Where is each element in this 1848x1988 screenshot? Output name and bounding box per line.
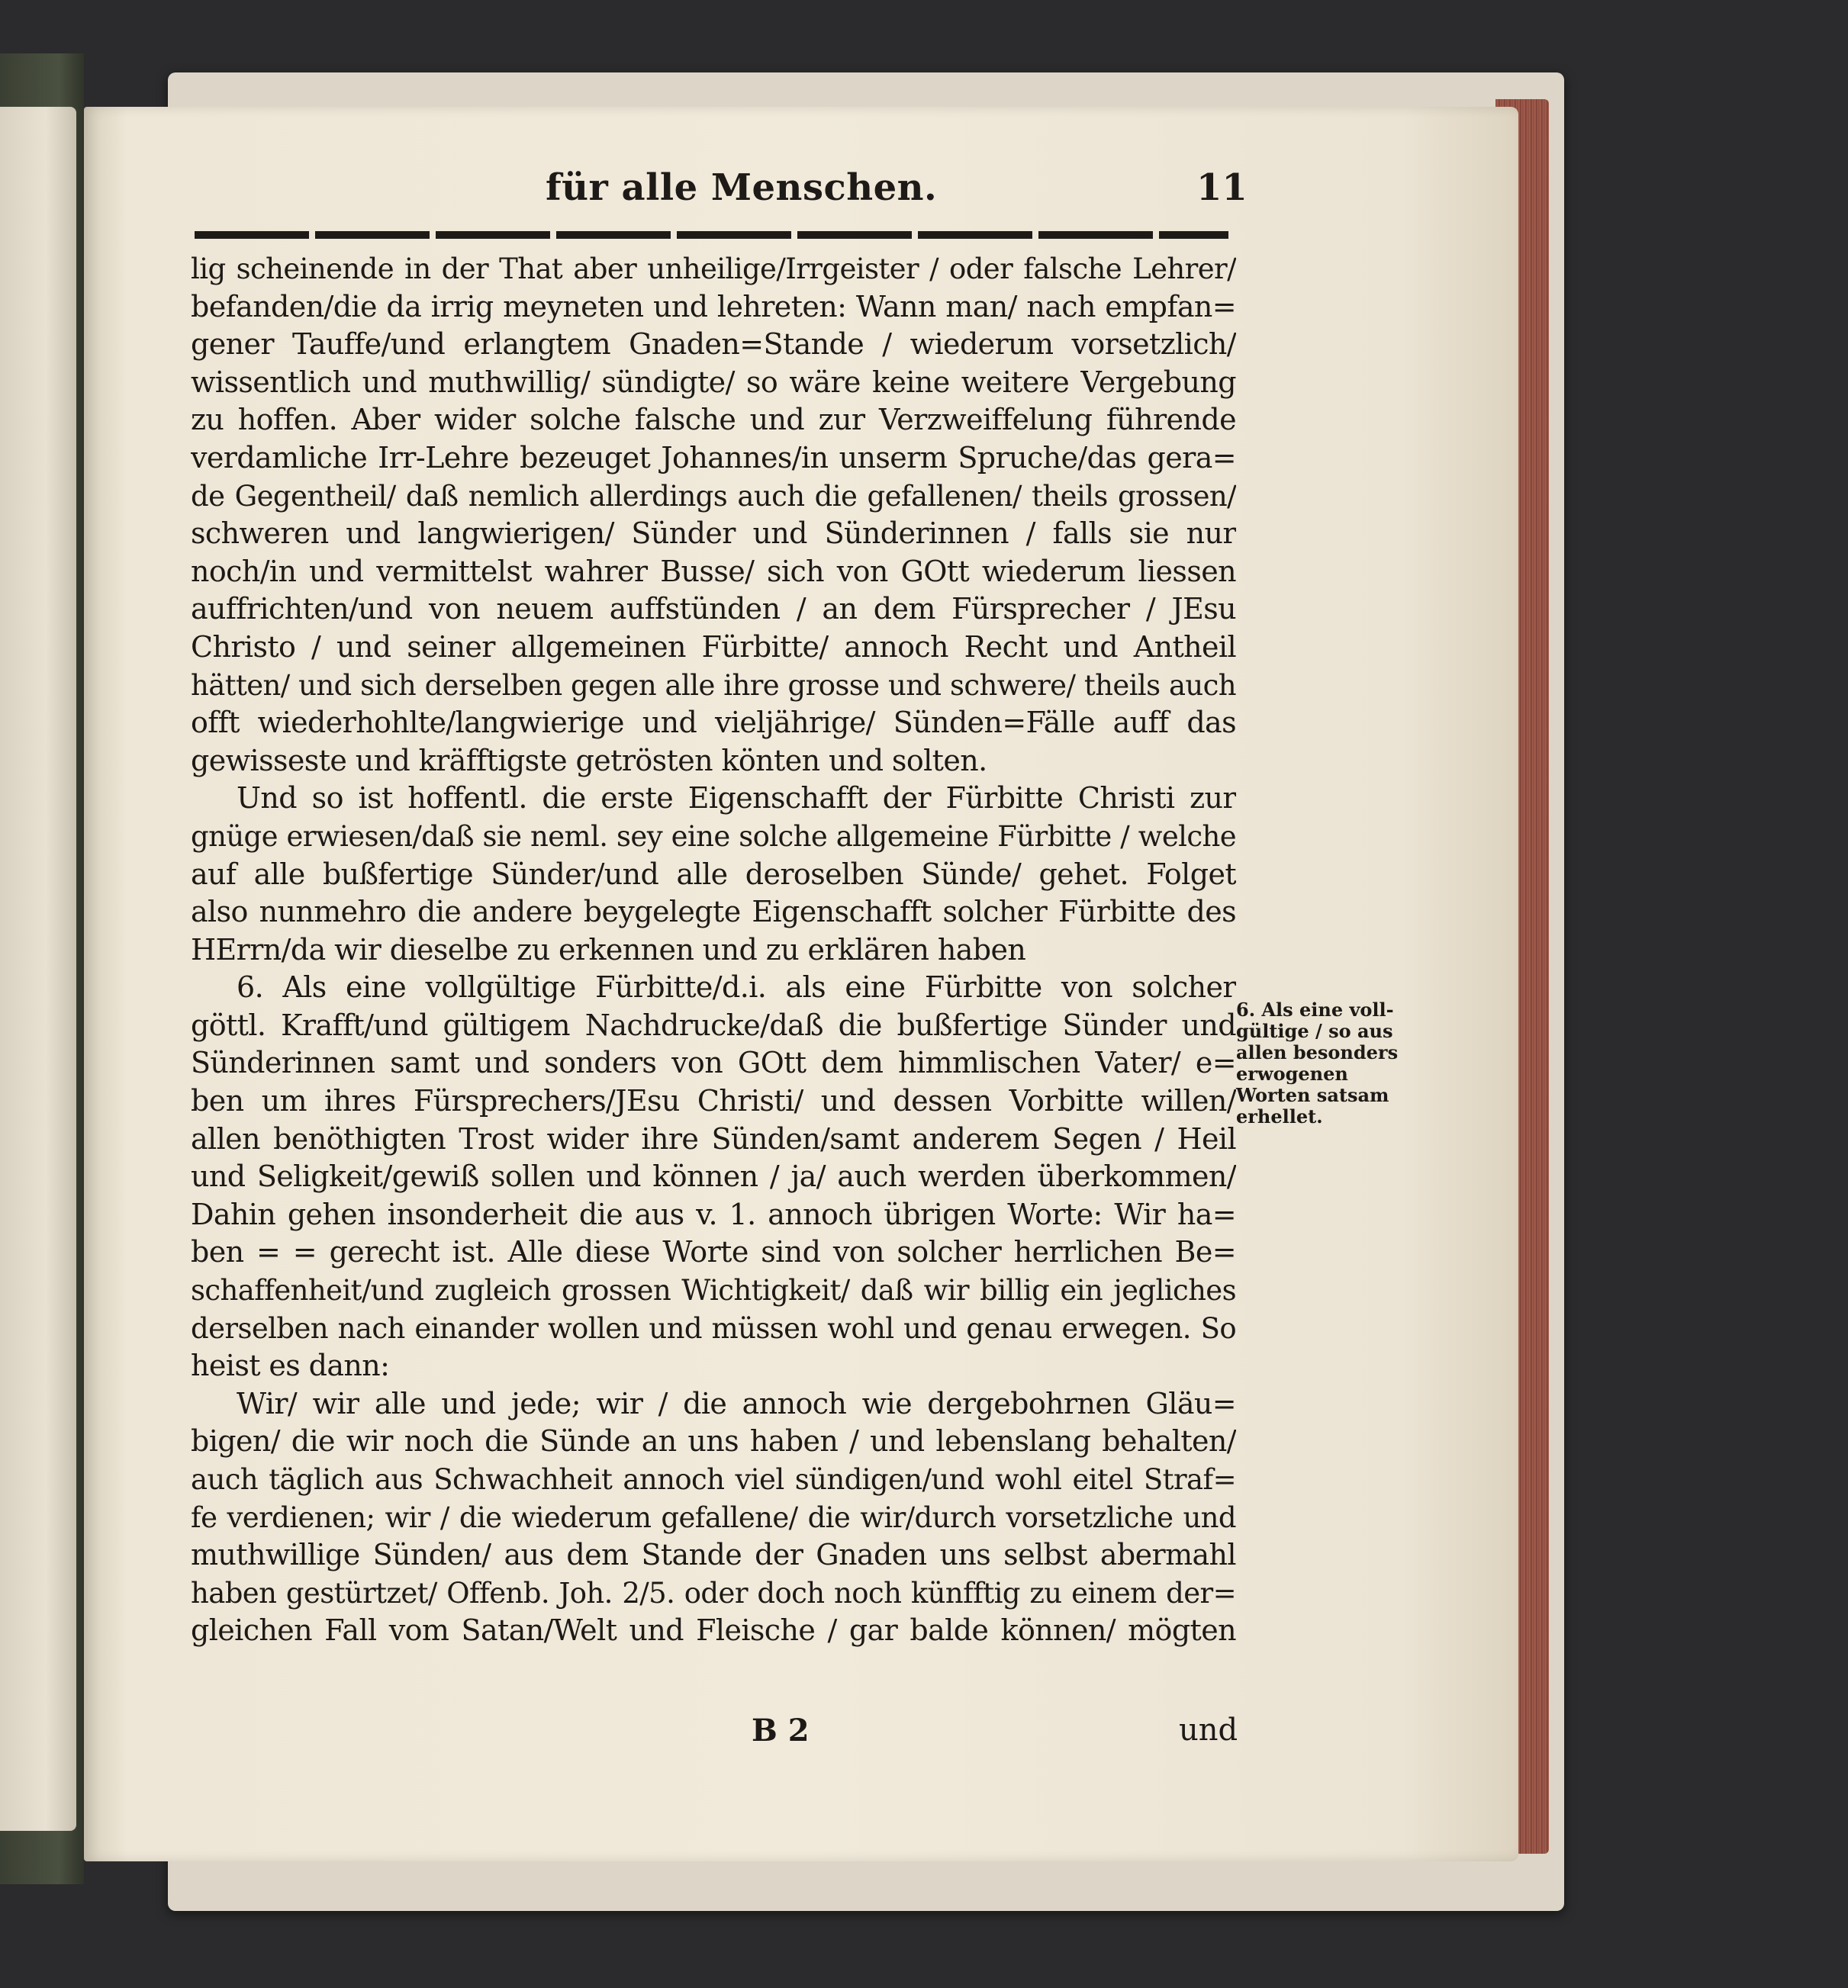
- text-line: schaffenheit/und zugleich grossen Wichtigkeit/ daß wir billig ein jegliches: [191, 1274, 1236, 1308]
- text-line: auch täglich aus Schwachheit annoch viel sündigen/und wohl eitel Straf=: [191, 1463, 1236, 1496]
- marginal-note: [1236, 999, 1400, 1127]
- text-line: offt wiederhohlte/langwierige und vieljährige/ Sünden=Fälle auff das: [191, 706, 1236, 740]
- text-line: 6. Als eine vollgültige Fürbitte/d.i. als eine Fürbitte von solcher: [237, 970, 1236, 1005]
- text-line: Dahin gehen insonderheit die aus v. 1. annoch übrigen Worte: Wir ha=: [191, 1197, 1236, 1231]
- body-text: [191, 250, 1236, 1650]
- signature-mark: B 2: [752, 1713, 810, 1748]
- text-line: zu hoffen. Aber wider solche falsche und zur Verzweiffelung führende: [191, 403, 1236, 437]
- marginal-note-line: allen besonders: [1236, 1041, 1399, 1063]
- marginal-note-line: 6. Als eine voll-: [1236, 999, 1394, 1021]
- text-line: heist es dann:: [191, 1349, 390, 1383]
- running-head: für alle Menschen.: [546, 166, 938, 209]
- text-line: Und so ist hoffentl. die erste Eigenschafft der Fürbitte Christi zur: [237, 781, 1236, 815]
- text-line: befanden/die da irrig meyneten und lehreten: Wann man/ nach empfan=: [191, 289, 1236, 323]
- text-line: derselben nach einander wollen und müssen wohl und genau erwegen. So: [191, 1311, 1236, 1345]
- text-line: de Gegentheil/ daß nemlich allerdings auch die gefallenen/ theils grossen/: [191, 479, 1236, 513]
- text-line: muthwillige Sünden/ aus dem Stande der Gnaden uns selbst abermahl: [191, 1538, 1236, 1572]
- marginal-note-line: gültige / so aus: [1236, 1020, 1393, 1042]
- text-line: auffrichten/und von neuem auffstünden / an dem Fürsprecher / JEsu: [191, 592, 1236, 626]
- text-line: Christo / und seiner allgemeinen Fürbitte/ annoch Recht und Antheil: [191, 629, 1236, 664]
- text-line: HErrn/da wir dieselbe zu erkennen und zu erklären haben: [191, 932, 1026, 967]
- text-line: wissentlich und muthwillig/ sündigte/ so wäre keine weitere Vergebung: [191, 365, 1236, 399]
- text-line: also nunmehro die andere beygelegte Eigenschafft solcher Fürbitte des: [191, 895, 1236, 929]
- text-line: lig scheinende in der That aber unheilige/Irrgeister / oder falsche Lehrer/: [191, 253, 1236, 285]
- marginal-note-line: Worten satsam: [1236, 1084, 1389, 1106]
- text-line: und Seligkeit/gewiß sollen und können / ja/ auch werden überkommen/: [191, 1160, 1236, 1194]
- text-line: Sünderinnen samt und sonders von GOtt dem himmlischen Vater/ e=: [191, 1046, 1236, 1080]
- text-line: ben = = gerecht ist. Alle diese Worte sind von solcher herrlichen Be=: [191, 1235, 1236, 1269]
- text-line: verdamliche Irr-Lehre bezeuget Johannes/in unserm Spruche/das gera=: [191, 440, 1236, 474]
- text-line: gener Tauffe/und erlangtem Gnaden=Stande / wiederum vorsetzlich/: [191, 327, 1236, 362]
- text-line: bigen/ die wir noch die Sünde an uns haben / und lebenslang behalten/: [191, 1424, 1236, 1459]
- text-line: Wir/ wir alle und jede; wir / die annoch wie dergebohrnen Gläu=: [237, 1386, 1236, 1420]
- text-line: fe verdienen; wir / die wiederum gefallene/ die wir/durch vorsetzliche und: [191, 1501, 1236, 1534]
- text-line: göttl. Krafft/und gültigem Nachdrucke/daß die bußfertige Sünder und: [191, 1008, 1236, 1042]
- facing-page-edge: [0, 107, 76, 1831]
- catchword: und: [1179, 1713, 1238, 1748]
- text-line: hätten/ und sich derselben gegen alle ihre grosse und schwere/ theils auch: [191, 668, 1236, 702]
- text-line: gewisseste und kräfftigste getrösten könten und solten.: [191, 743, 987, 777]
- header-rule: [195, 231, 1228, 239]
- text-line: noch/in und vermittelst wahrer Busse/ sich von GOtt wiederum liessen: [191, 554, 1236, 588]
- text-line: auf alle bußfertige Sünder/und alle deroselben Sünde/ gehet. Folget: [191, 857, 1236, 891]
- marginal-note-line: erwogenen: [1236, 1063, 1348, 1085]
- text-line: ben um ihres Fürsprechers/JEsu Christi/ und dessen Vorbitte willen/: [191, 1084, 1236, 1118]
- text-line: gleichen Fall vom Satan/Welt und Fleische / gar balde können/ mögten: [191, 1613, 1236, 1648]
- marginal-note-line: erhellet.: [1236, 1105, 1323, 1127]
- text-line: gnüge erwiesen/daß sie neml. sey eine solche allgemeine Fürbitte / welche: [191, 819, 1236, 853]
- text-line: schweren und langwierigen/ Sünder und Sünderinnen / falls sie nur: [191, 516, 1236, 551]
- text-line: haben gestürtzet/ Offenb. Joh. 2/5. oder doch noch künfftig zu einem der=: [191, 1576, 1236, 1610]
- text-line: allen benöthigten Trost wider ihre Sünden/samt anderem Segen / Heil: [191, 1121, 1236, 1156]
- page-number: 11: [1196, 166, 1248, 209]
